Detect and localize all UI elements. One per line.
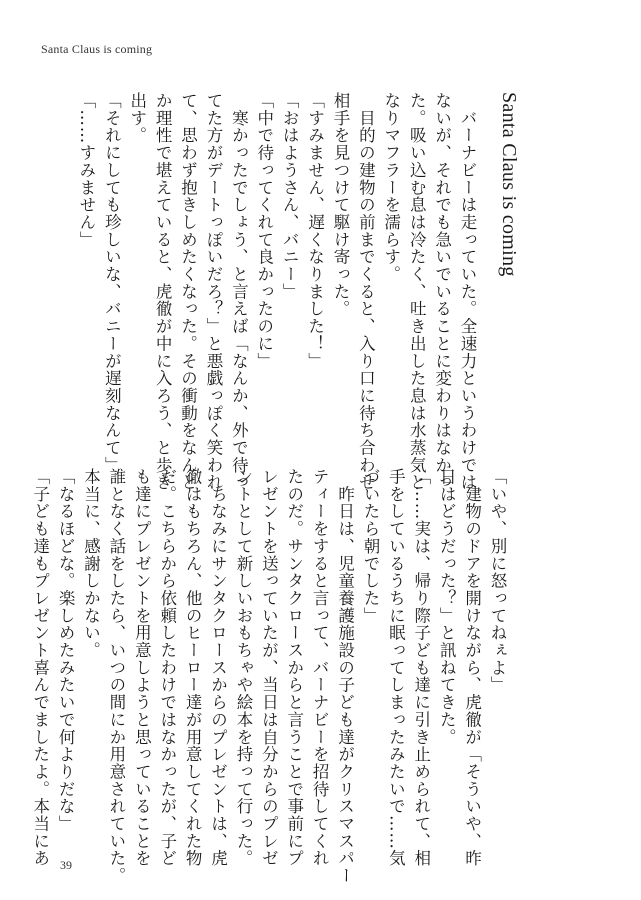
- text-line: 昨日は、児童養護施設の子ども達がクリスマスパー: [335, 468, 355, 885]
- text-line: 「いや、別に怒ってねぇよ」: [488, 468, 507, 694]
- text-line: ントとして新しいおもちゃや絵本を持って行った。: [233, 468, 253, 868]
- text-line: 徹はもちろん、他のヒーロー達が用意してくれた物: [183, 468, 203, 868]
- text-line: レゼントを送っていたが、当日は自分からのプレゼ: [259, 468, 279, 868]
- text-line: 寒かったでしょう、と言えば「なんか、外で待っ: [229, 92, 249, 492]
- text-line: 目的の建物の前までくると、入り口に待ち合わせ: [356, 92, 376, 492]
- text-line: 日はどうだった？」と訊ねてきた。: [437, 468, 457, 746]
- text-line: ちなみにサンタクロースからのプレゼントは、虎: [208, 468, 228, 868]
- text-line: 「おはようさん、バニー」: [280, 92, 300, 301]
- text-line: なりマフラーを濡らす。: [381, 92, 401, 283]
- text-line: 手をしているうちに眠ってしまったみたいで……気: [386, 468, 406, 868]
- text-line: 相手を見つけて駆け寄った。: [330, 92, 350, 318]
- text-line: も達にプレゼントを用意しようと思っていることを: [132, 468, 152, 868]
- text-line: 「なるほどな。楽しめたみたいで何よりだな」: [56, 468, 76, 833]
- text-line: か理性で堪えていると、虎徹が中に入ろう、と歩き: [153, 92, 173, 492]
- text-line: 「すみません、遅くなりました！」: [305, 92, 325, 370]
- text-line: ティーをすると言って、バーナビーを招待してくれ: [310, 468, 330, 868]
- text-line: づいたら朝でした」: [360, 468, 380, 625]
- text-line: ないが、それでも急いでいることに変わりはなかっ: [432, 92, 452, 492]
- text-line: 「中で待ってくれて良かったのに」: [254, 92, 274, 370]
- text-line: 「それにしても珍しいな、バニーが遅刻なんて」: [102, 92, 122, 474]
- text-line: バーナビーは走っていた。全速力というわけでは: [458, 92, 477, 492]
- chapter-title: Santa Claus is coming: [498, 92, 520, 277]
- text-line: たのだ。サンタクロースからと言うことで事前にプ: [284, 468, 304, 868]
- text-line: 建物のドアを開けながら、虎徹が「そういや、昨: [462, 468, 482, 868]
- text-line: だ。こちらから依頼したわけではなかったが、子ど: [157, 468, 177, 868]
- text-line: た。吸い込む息は冷たく、吐き出した息は水蒸気と: [407, 92, 427, 492]
- text-line: 「……すみません」: [76, 92, 96, 249]
- body-text-upper: [74, 92, 481, 492]
- text-line: 出す。: [127, 92, 147, 145]
- text-line: てた方がデートっぽいだろ？」と悪戯っぽく笑われ: [203, 92, 223, 492]
- text-line: 本当に、感謝しかない。: [81, 468, 101, 659]
- text-line: 誰となく話をしたら、いつの間にか用意されていた。: [106, 468, 126, 885]
- text-line: て、思わず抱きしめたくなった。その衝動をなんと: [178, 92, 198, 492]
- page-number: 39: [60, 858, 72, 872]
- text-line: 「……実は、帰り際子ども達に引き止められて、相: [411, 468, 431, 868]
- text-line: 「子ども達もプレゼント喜んでましたよ。本当にあ: [30, 468, 50, 868]
- running-header: Santa Claus is coming: [41, 42, 153, 56]
